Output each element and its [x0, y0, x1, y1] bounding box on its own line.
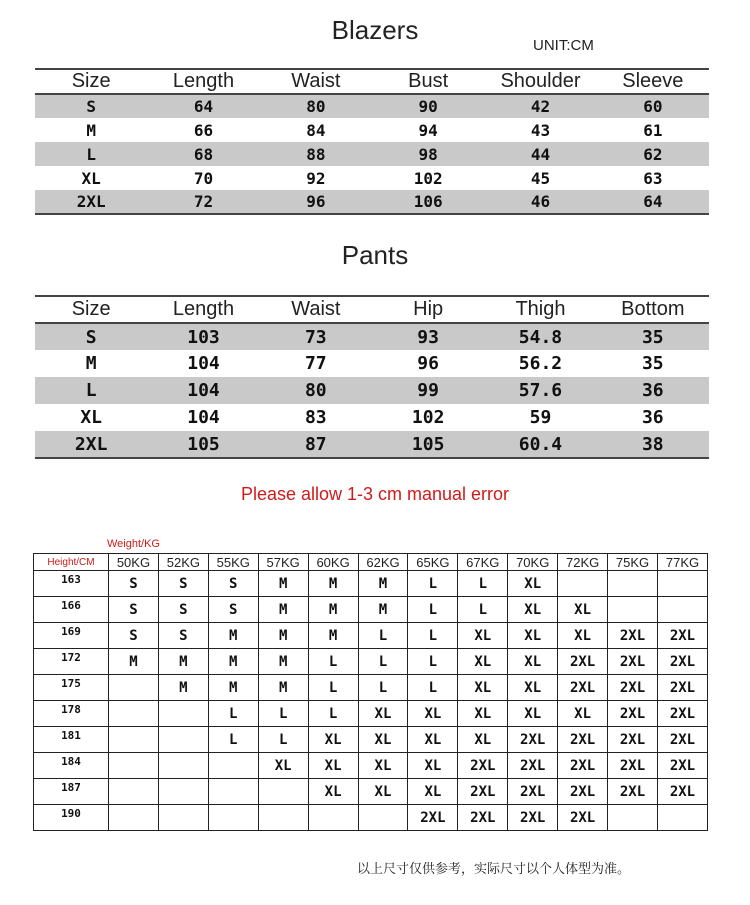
size-cell: 2XL: [558, 727, 608, 753]
size-cell: S: [158, 623, 208, 649]
blazers-size-table: [35, 68, 709, 215]
size-cell: [558, 571, 608, 597]
height-cell: 172: [34, 649, 109, 675]
table-cell: 92: [306, 168, 326, 188]
weight-axis-label: Weight/KG: [107, 538, 160, 550]
size-cell: XL: [508, 675, 558, 701]
weight-header-cell: 77KG: [657, 554, 707, 571]
size-cell: XL: [308, 727, 358, 753]
chart-row: [34, 597, 708, 623]
table-cell: 64: [147, 94, 259, 118]
table-cell: M: [85, 353, 97, 374]
table-row: [35, 431, 709, 458]
size-cell: [657, 805, 707, 831]
size-cell: [109, 753, 159, 779]
size-cell: L: [458, 571, 508, 597]
size-cell: XL: [358, 779, 408, 805]
table-cell: XL: [81, 168, 101, 188]
size-cell: L: [308, 675, 358, 701]
size-cell: XL: [358, 753, 408, 779]
pants-header-cell: Size: [71, 298, 111, 320]
size-cell: L: [208, 727, 258, 753]
table-cell: 60: [597, 94, 709, 118]
size-cell: M: [208, 623, 258, 649]
chart-row: [34, 701, 708, 727]
table-row: [35, 118, 709, 142]
pants-body: [35, 323, 709, 458]
table-cell: 54.8: [484, 323, 596, 350]
table-row: [35, 350, 709, 377]
size-cell: L: [208, 701, 258, 727]
size-cell: [158, 805, 208, 831]
weight-header-cell: 72KG: [558, 554, 608, 571]
chart-row: [34, 727, 708, 753]
height-cell: 181: [34, 727, 109, 753]
size-cell: [258, 805, 308, 831]
blazers-header-cell: Length: [172, 70, 235, 92]
table-cell: 104: [147, 377, 259, 404]
table-cell: 64: [597, 190, 709, 214]
size-cell: S: [208, 597, 258, 623]
table-cell: 36: [641, 407, 664, 428]
blazers-header-cell: Bust: [408, 70, 449, 92]
size-cell: M: [208, 675, 258, 701]
table-cell: 36: [597, 377, 709, 404]
table-cell: 90: [372, 94, 484, 118]
chart-row: [34, 779, 708, 805]
table-cell: 63: [643, 168, 663, 188]
size-cell: M: [358, 571, 408, 597]
size-cell: 2XL: [608, 753, 658, 779]
size-cell: L: [358, 649, 408, 675]
table-cell: 106: [372, 190, 484, 214]
size-cell: [208, 779, 258, 805]
table-cell: S: [35, 94, 147, 118]
size-cell: XL: [508, 571, 558, 597]
size-cell: M: [258, 571, 308, 597]
table-cell: 104: [187, 353, 220, 374]
size-cell: [308, 805, 358, 831]
size-cell: [608, 597, 658, 623]
height-cell: 187: [34, 779, 109, 805]
table-cell: 80: [260, 94, 372, 118]
table-cell: 68: [147, 142, 259, 166]
size-cell: [258, 779, 308, 805]
size-cell: S: [109, 623, 159, 649]
size-cell: XL: [308, 753, 358, 779]
table-cell: 87: [260, 431, 372, 458]
table-cell: 59: [529, 407, 552, 428]
weight-header-cell: 67KG: [458, 554, 508, 571]
table-cell: 105: [372, 431, 484, 458]
table-cell: 96: [417, 353, 439, 374]
size-cell: M: [258, 597, 308, 623]
size-cell: 2XL: [458, 779, 508, 805]
size-cell: L: [308, 649, 358, 675]
height-cell: 169: [34, 623, 109, 649]
blazers-title: Blazers: [331, 15, 419, 45]
weight-header-cell: 57KG: [258, 554, 308, 571]
blazers-header-row: [35, 69, 709, 94]
size-cell: 2XL: [508, 753, 558, 779]
table-cell: M: [86, 120, 96, 140]
size-cell: [208, 805, 258, 831]
table-cell: 62: [597, 142, 709, 166]
pants-header-row: [35, 296, 709, 323]
height-cell: 190: [34, 805, 109, 831]
table-cell: 83: [304, 407, 327, 428]
table-cell: 35: [597, 323, 709, 350]
table-cell: 93: [372, 323, 484, 350]
size-cell: 2XL: [608, 649, 658, 675]
table-cell: 35: [641, 353, 664, 374]
pants-header-cell: Bottom: [621, 298, 685, 320]
table-cell: 60.4: [484, 431, 596, 458]
size-cell: M: [158, 675, 208, 701]
table-cell: L: [35, 377, 147, 404]
size-cell: 2XL: [558, 649, 608, 675]
size-cell: XL: [408, 779, 458, 805]
size-cell: 2XL: [558, 779, 608, 805]
size-cell: 2XL: [558, 675, 608, 701]
size-cell: 2XL: [608, 727, 658, 753]
size-cell: [109, 675, 159, 701]
size-cell: L: [258, 701, 308, 727]
size-cell: 2XL: [608, 675, 658, 701]
table-cell: 44: [484, 142, 596, 166]
table-row: [35, 94, 709, 118]
table-cell: 46: [484, 190, 596, 214]
height-cell: 184: [34, 753, 109, 779]
pants-header-cell: Length: [172, 298, 235, 320]
weight-header-cell: 62KG: [358, 554, 408, 571]
table-cell: 56.2: [518, 353, 563, 374]
height-cell: 166: [34, 597, 109, 623]
size-cell: 2XL: [508, 727, 558, 753]
size-cell: M: [308, 571, 358, 597]
size-cell: L: [408, 649, 458, 675]
size-cell: XL: [508, 597, 558, 623]
size-cell: [158, 753, 208, 779]
size-cell: XL: [458, 675, 508, 701]
table-cell: 103: [147, 323, 259, 350]
table-cell: 72: [147, 190, 259, 214]
size-cell: 2XL: [657, 649, 707, 675]
size-cell: [109, 701, 159, 727]
size-cell: XL: [508, 701, 558, 727]
blazers-header-cell: Waist: [291, 70, 341, 92]
size-cell: XL: [358, 701, 408, 727]
size-cell: 2XL: [608, 701, 658, 727]
table-cell: 105: [147, 431, 259, 458]
table-row: [35, 404, 709, 431]
blazers-header-cell: Size: [71, 70, 111, 92]
weight-header-cell: 50KG: [109, 554, 159, 571]
pants-header-cell: Waist: [291, 298, 341, 320]
table-cell: S: [35, 323, 147, 350]
height-axis-label: Height/CM: [34, 554, 109, 571]
table-cell: 42: [484, 94, 596, 118]
size-cell: M: [258, 675, 308, 701]
size-cell: 2XL: [558, 805, 608, 831]
size-cell: S: [109, 571, 159, 597]
weight-header-cell: 65KG: [408, 554, 458, 571]
weight-header-cell: 75KG: [608, 554, 658, 571]
pants-header-cell: Hip: [413, 298, 444, 320]
height-weight-chart: [33, 553, 708, 831]
size-cell: M: [358, 597, 408, 623]
size-cell: S: [109, 597, 159, 623]
footer-disclaimer: 以上尺寸仅供参考，实际尺寸以个人体型为准。: [357, 861, 631, 876]
table-cell: L: [35, 142, 147, 166]
table-row: [35, 323, 709, 350]
table-cell: 96: [260, 190, 372, 214]
table-cell: 84: [306, 120, 326, 140]
height-cell: 175: [34, 675, 109, 701]
size-cell: [208, 753, 258, 779]
blazers-header-cell: Shoulder: [500, 70, 581, 92]
size-cell: S: [158, 571, 208, 597]
size-cell: S: [208, 571, 258, 597]
size-cell: XL: [308, 779, 358, 805]
size-cell: M: [308, 623, 358, 649]
table-cell: 88: [260, 142, 372, 166]
table-cell: 99: [372, 377, 484, 404]
chart-row: [34, 753, 708, 779]
size-cell: [109, 779, 159, 805]
weight-header-cell: 55KG: [208, 554, 258, 571]
table-cell: 102: [411, 407, 445, 428]
pants-title: Pants: [341, 240, 409, 270]
size-cell: L: [308, 701, 358, 727]
size-cell: 2XL: [657, 701, 707, 727]
blazers-header-cell: Sleeve: [622, 70, 684, 92]
table-row: [35, 142, 709, 166]
table-cell: 102: [413, 168, 443, 188]
size-cell: L: [258, 727, 308, 753]
size-cell: [158, 727, 208, 753]
size-cell: XL: [458, 701, 508, 727]
pants-header-cell: Thigh: [515, 298, 566, 320]
chart-row: [34, 805, 708, 831]
size-cell: [608, 805, 658, 831]
size-cell: [109, 727, 159, 753]
size-cell: 2XL: [508, 779, 558, 805]
table-cell: 98: [372, 142, 484, 166]
size-cell: XL: [458, 649, 508, 675]
size-cell: XL: [558, 597, 608, 623]
table-cell: 61: [643, 120, 663, 140]
tolerance-note: Please allow 1-3 cm manual error: [240, 484, 510, 504]
size-cell: 2XL: [458, 805, 508, 831]
weight-header-cell: 70KG: [508, 554, 558, 571]
size-cell: XL: [558, 701, 608, 727]
size-cell: L: [408, 623, 458, 649]
chart-row: [34, 623, 708, 649]
size-cell: M: [258, 623, 308, 649]
size-cell: XL: [558, 623, 608, 649]
size-cell: 2XL: [608, 779, 658, 805]
size-cell: [158, 779, 208, 805]
table-cell: 70: [193, 168, 214, 188]
size-cell: M: [208, 649, 258, 675]
size-cell: L: [408, 571, 458, 597]
size-cell: [158, 701, 208, 727]
size-cell: XL: [508, 649, 558, 675]
size-cell: XL: [408, 701, 458, 727]
table-cell: 43: [530, 120, 551, 140]
weight-header-cell: 60KG: [308, 554, 358, 571]
table-cell: 77: [304, 353, 327, 374]
table-cell: 57.6: [484, 377, 596, 404]
height-cell: 163: [34, 571, 109, 597]
table-cell: 2XL: [35, 190, 147, 214]
weight-header-cell: 52KG: [158, 554, 208, 571]
chart-body: [34, 571, 708, 831]
table-cell: 45: [530, 168, 551, 188]
table-cell: 66: [193, 120, 214, 140]
size-cell: 2XL: [558, 753, 608, 779]
chart-row: [34, 675, 708, 701]
size-cell: 2XL: [408, 805, 458, 831]
size-cell: L: [408, 675, 458, 701]
size-cell: [358, 805, 408, 831]
size-cell: L: [408, 597, 458, 623]
size-cell: [109, 805, 159, 831]
pants-size-table: [35, 295, 709, 459]
size-cell: 2XL: [657, 675, 707, 701]
unit-label: UNIT:CM: [533, 37, 594, 54]
size-cell: [657, 571, 707, 597]
table-cell: 73: [260, 323, 372, 350]
size-cell: XL: [508, 623, 558, 649]
size-cell: M: [308, 597, 358, 623]
table-cell: 38: [597, 431, 709, 458]
size-cell: 2XL: [458, 753, 508, 779]
size-cell: XL: [408, 753, 458, 779]
height-cell: 178: [34, 701, 109, 727]
table-row: [35, 377, 709, 404]
size-cell: L: [358, 675, 408, 701]
size-cell: M: [258, 649, 308, 675]
table-cell: 94: [418, 120, 438, 140]
size-cell: M: [158, 649, 208, 675]
size-cell: [657, 597, 707, 623]
size-cell: XL: [358, 727, 408, 753]
chart-header-row: [34, 554, 708, 571]
size-cell: 2XL: [657, 779, 707, 805]
size-cell: XL: [408, 727, 458, 753]
size-cell: 2XL: [657, 753, 707, 779]
size-cell: S: [158, 597, 208, 623]
size-cell: 2XL: [657, 623, 707, 649]
size-cell: L: [458, 597, 508, 623]
size-cell: 2XL: [657, 727, 707, 753]
table-row: [35, 190, 709, 214]
size-cell: 2XL: [608, 623, 658, 649]
size-cell: XL: [458, 623, 508, 649]
chart-row: [34, 571, 708, 597]
size-cell: L: [358, 623, 408, 649]
blazers-body: [35, 94, 709, 214]
size-cell: XL: [458, 727, 508, 753]
chart-row: [34, 649, 708, 675]
size-cell: 2XL: [508, 805, 558, 831]
size-cell: XL: [258, 753, 308, 779]
table-row: [35, 166, 709, 190]
table-cell: XL: [80, 407, 102, 428]
table-cell: 2XL: [35, 431, 147, 458]
size-cell: [608, 571, 658, 597]
table-cell: 80: [260, 377, 372, 404]
size-cell: M: [109, 649, 159, 675]
table-cell: 104: [187, 407, 220, 428]
